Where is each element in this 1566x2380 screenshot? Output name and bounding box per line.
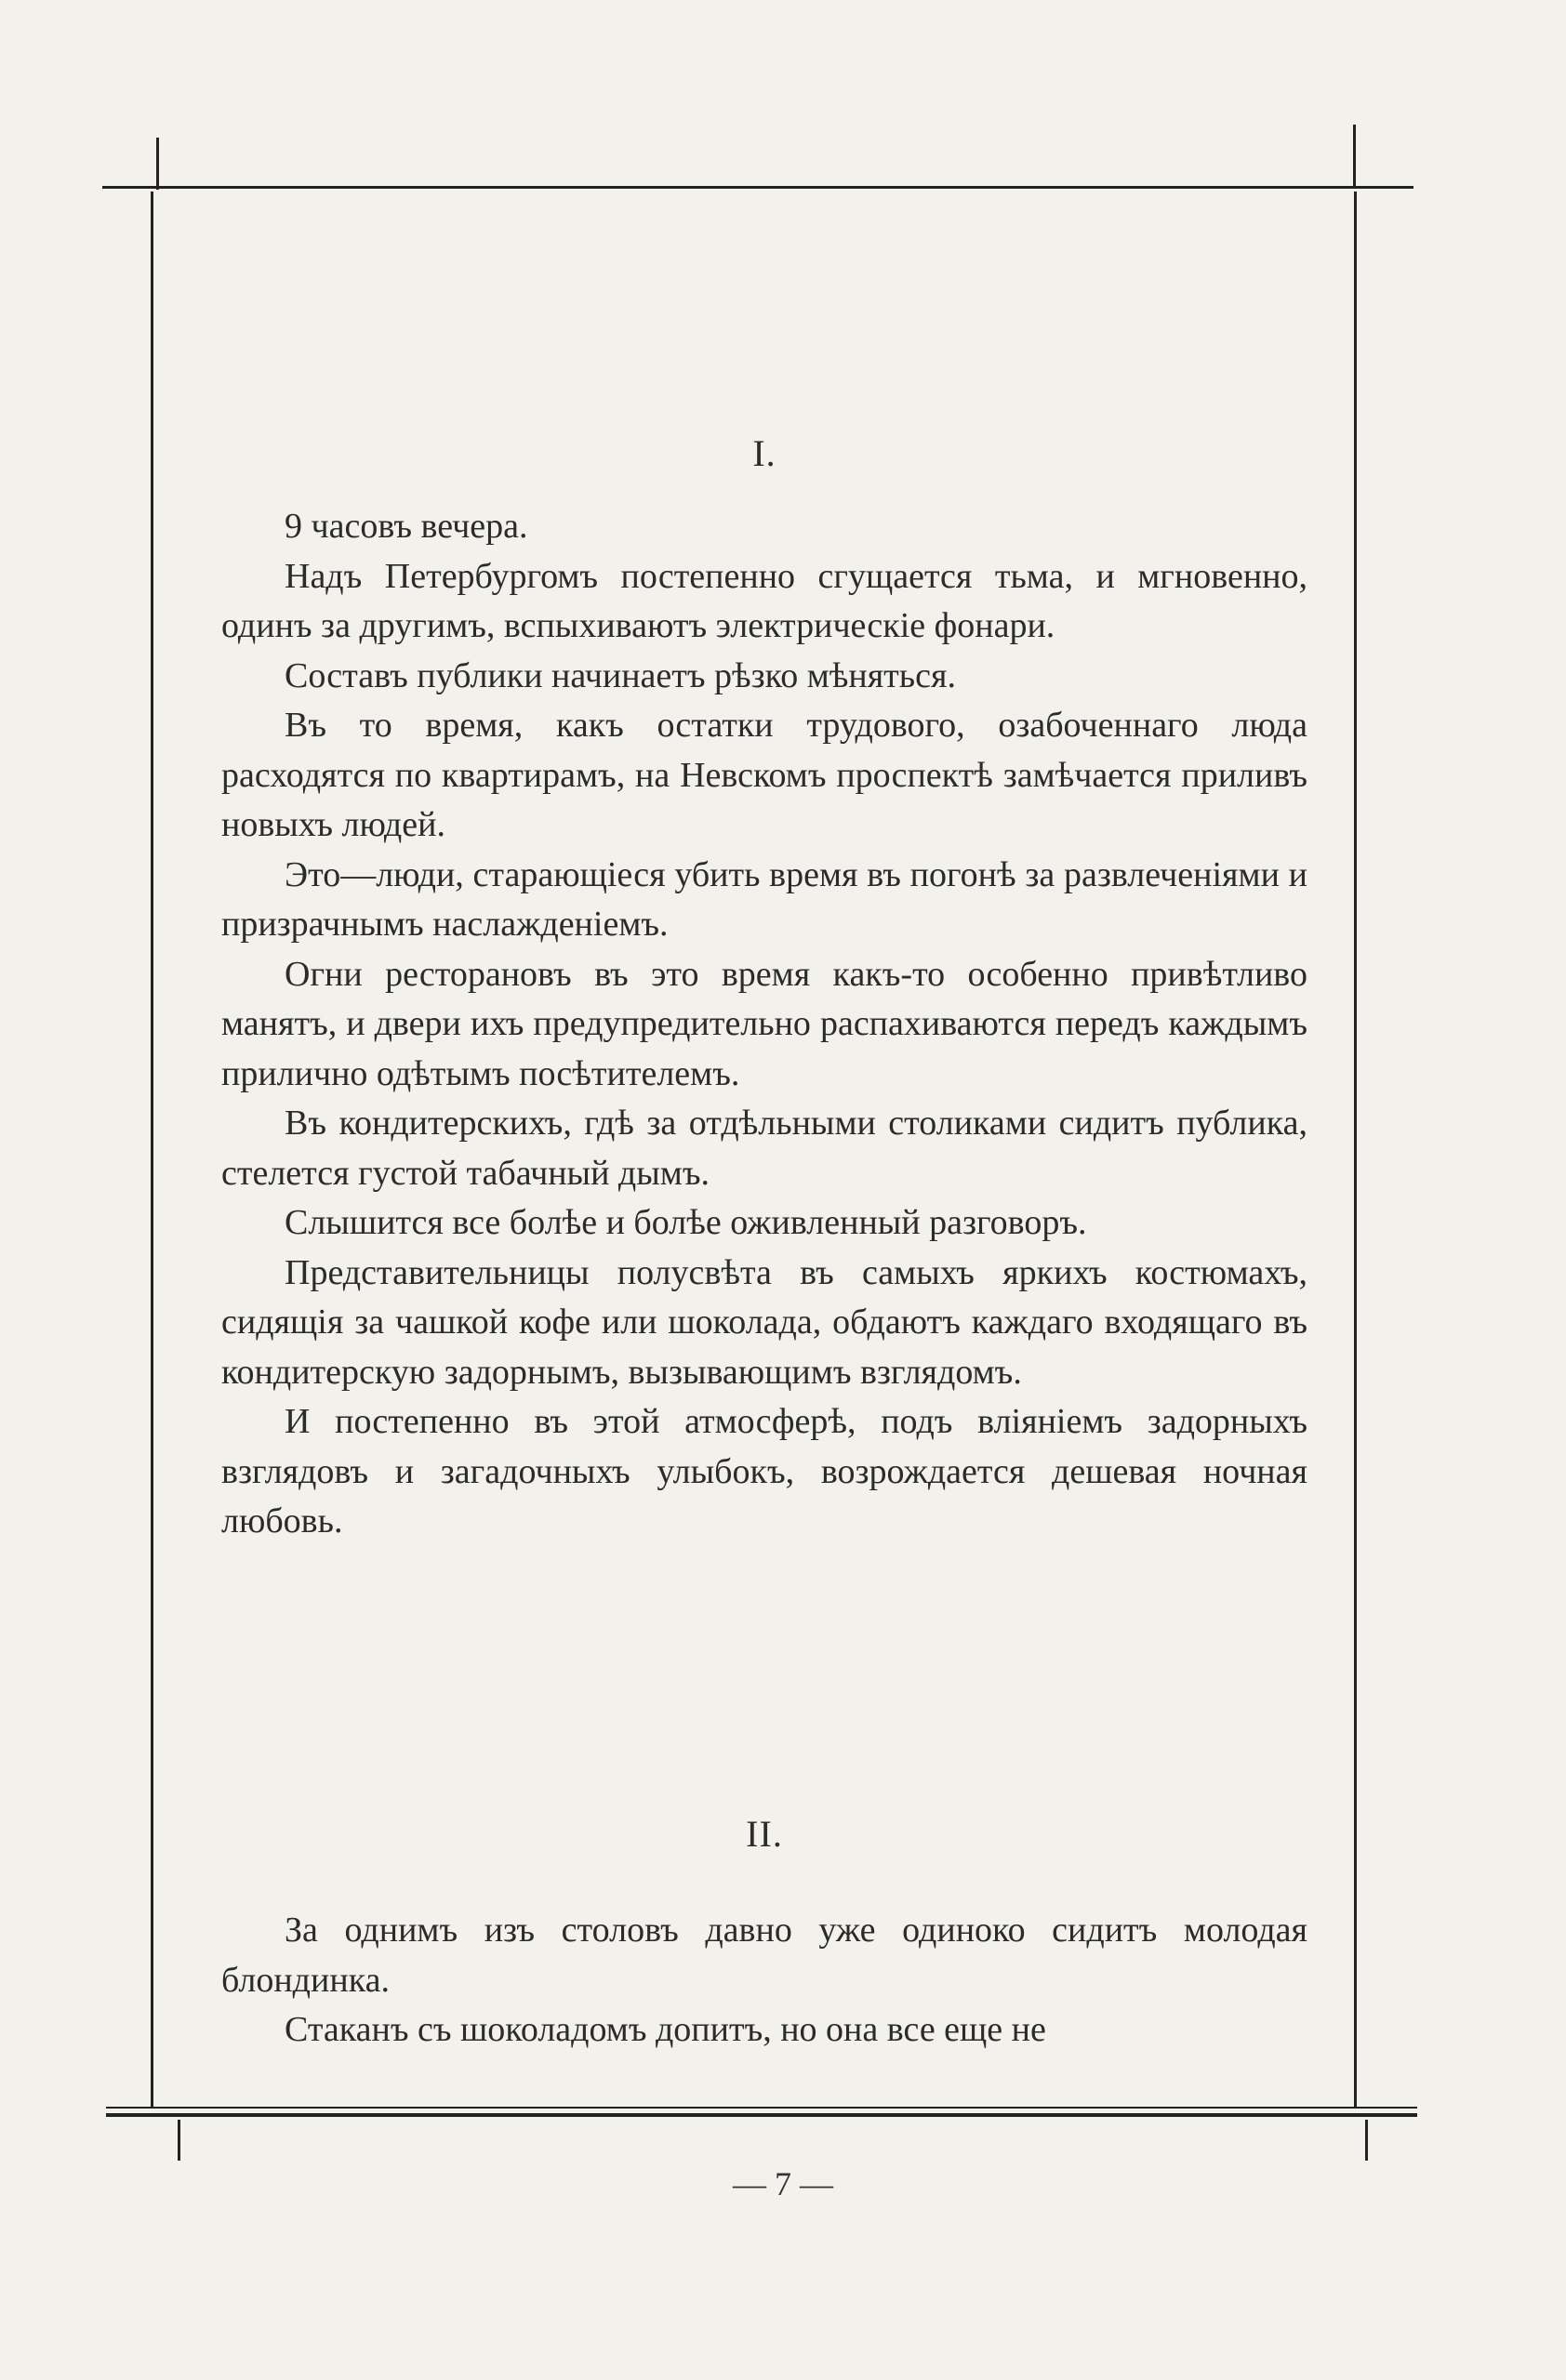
paragraph: Составъ публики начинаетъ рѣзко мѣняться. (285, 655, 956, 695)
paragraph: Представительницы полусвѣта въ самыхъ яркихъ костюмахъ, сидящія за чашкой кофе или шоколада, обдаютъ каждаго входящаго въ кондитерскую задорнымъ, вызывающимъ взглядомъ. (221, 1252, 1307, 1392)
chapter-numeral: I. (752, 432, 776, 474)
paragraph: Стаканъ съ шоколадомъ допитъ, но она все еще не (285, 2010, 1046, 2049)
paragraph: За однимъ изъ столовъ давно уже одиноко сидитъ молодая блондинка. (221, 1911, 1307, 2000)
paragraph: Надъ Петербургомъ постепенно сгущается тьма, и мгновенно, одинъ за другимъ, вспыхиваютъ электрическіе фонари. (221, 556, 1307, 645)
left-frame-rule (151, 192, 153, 2107)
page-number: — 7 — (733, 2165, 833, 2202)
paragraph: И постепенно въ этой атмосферѣ, подъ вліяніемъ задорныхъ взглядовъ и загадочныхъ улыбокъ, возрождается дешевая ночная любовь. (221, 1402, 1307, 1540)
right-frame-rule (1354, 192, 1357, 2107)
paragraph: Въ кондитерскихъ, гдѣ за отдѣльными столиками сидитъ публика, стелется густой табачный дымъ. (221, 1104, 1307, 1193)
chapter-heading (221, 1808, 1307, 1860)
chapter-heading (221, 428, 1307, 480)
chapter-numeral: II. (746, 1813, 783, 1855)
chapter-body (221, 502, 1307, 1547)
paragraph: Слышится все болѣе и болѣе оживленный разговоръ. (285, 1203, 1087, 1242)
paragraph: Это—люди, старающіеся убить время въ погонѣ за развлеченіями и призрачнымъ наслажденіемъ. (221, 854, 1307, 944)
bottom-left-tick (178, 2120, 180, 2161)
paragraph: Огни ресторановъ въ это время какъ-то особенно привѣтливо манятъ, и двери ихъ предупредительно распахиваются передъ каждымъ прилично одѣтымъ посѣтителемъ. (221, 954, 1307, 1093)
paragraph: 9 часовъ вечера. (285, 507, 528, 546)
bottom-right-tick (1365, 2120, 1368, 2161)
top-frame-rule (102, 186, 1413, 189)
bottom-frame-rule (106, 2107, 1417, 2109)
paragraph: Въ то время, какъ остатки трудового, озабоченнаго люда расходятся по квартирамъ, на Невскомъ проспектѣ замѣчается приливъ новыхъ людей. (221, 706, 1307, 844)
top-right-tick (1353, 125, 1356, 186)
bottom-frame-rule-thick (106, 2113, 1417, 2117)
chapter-body (221, 1906, 1307, 2056)
top-left-tick (156, 138, 159, 190)
